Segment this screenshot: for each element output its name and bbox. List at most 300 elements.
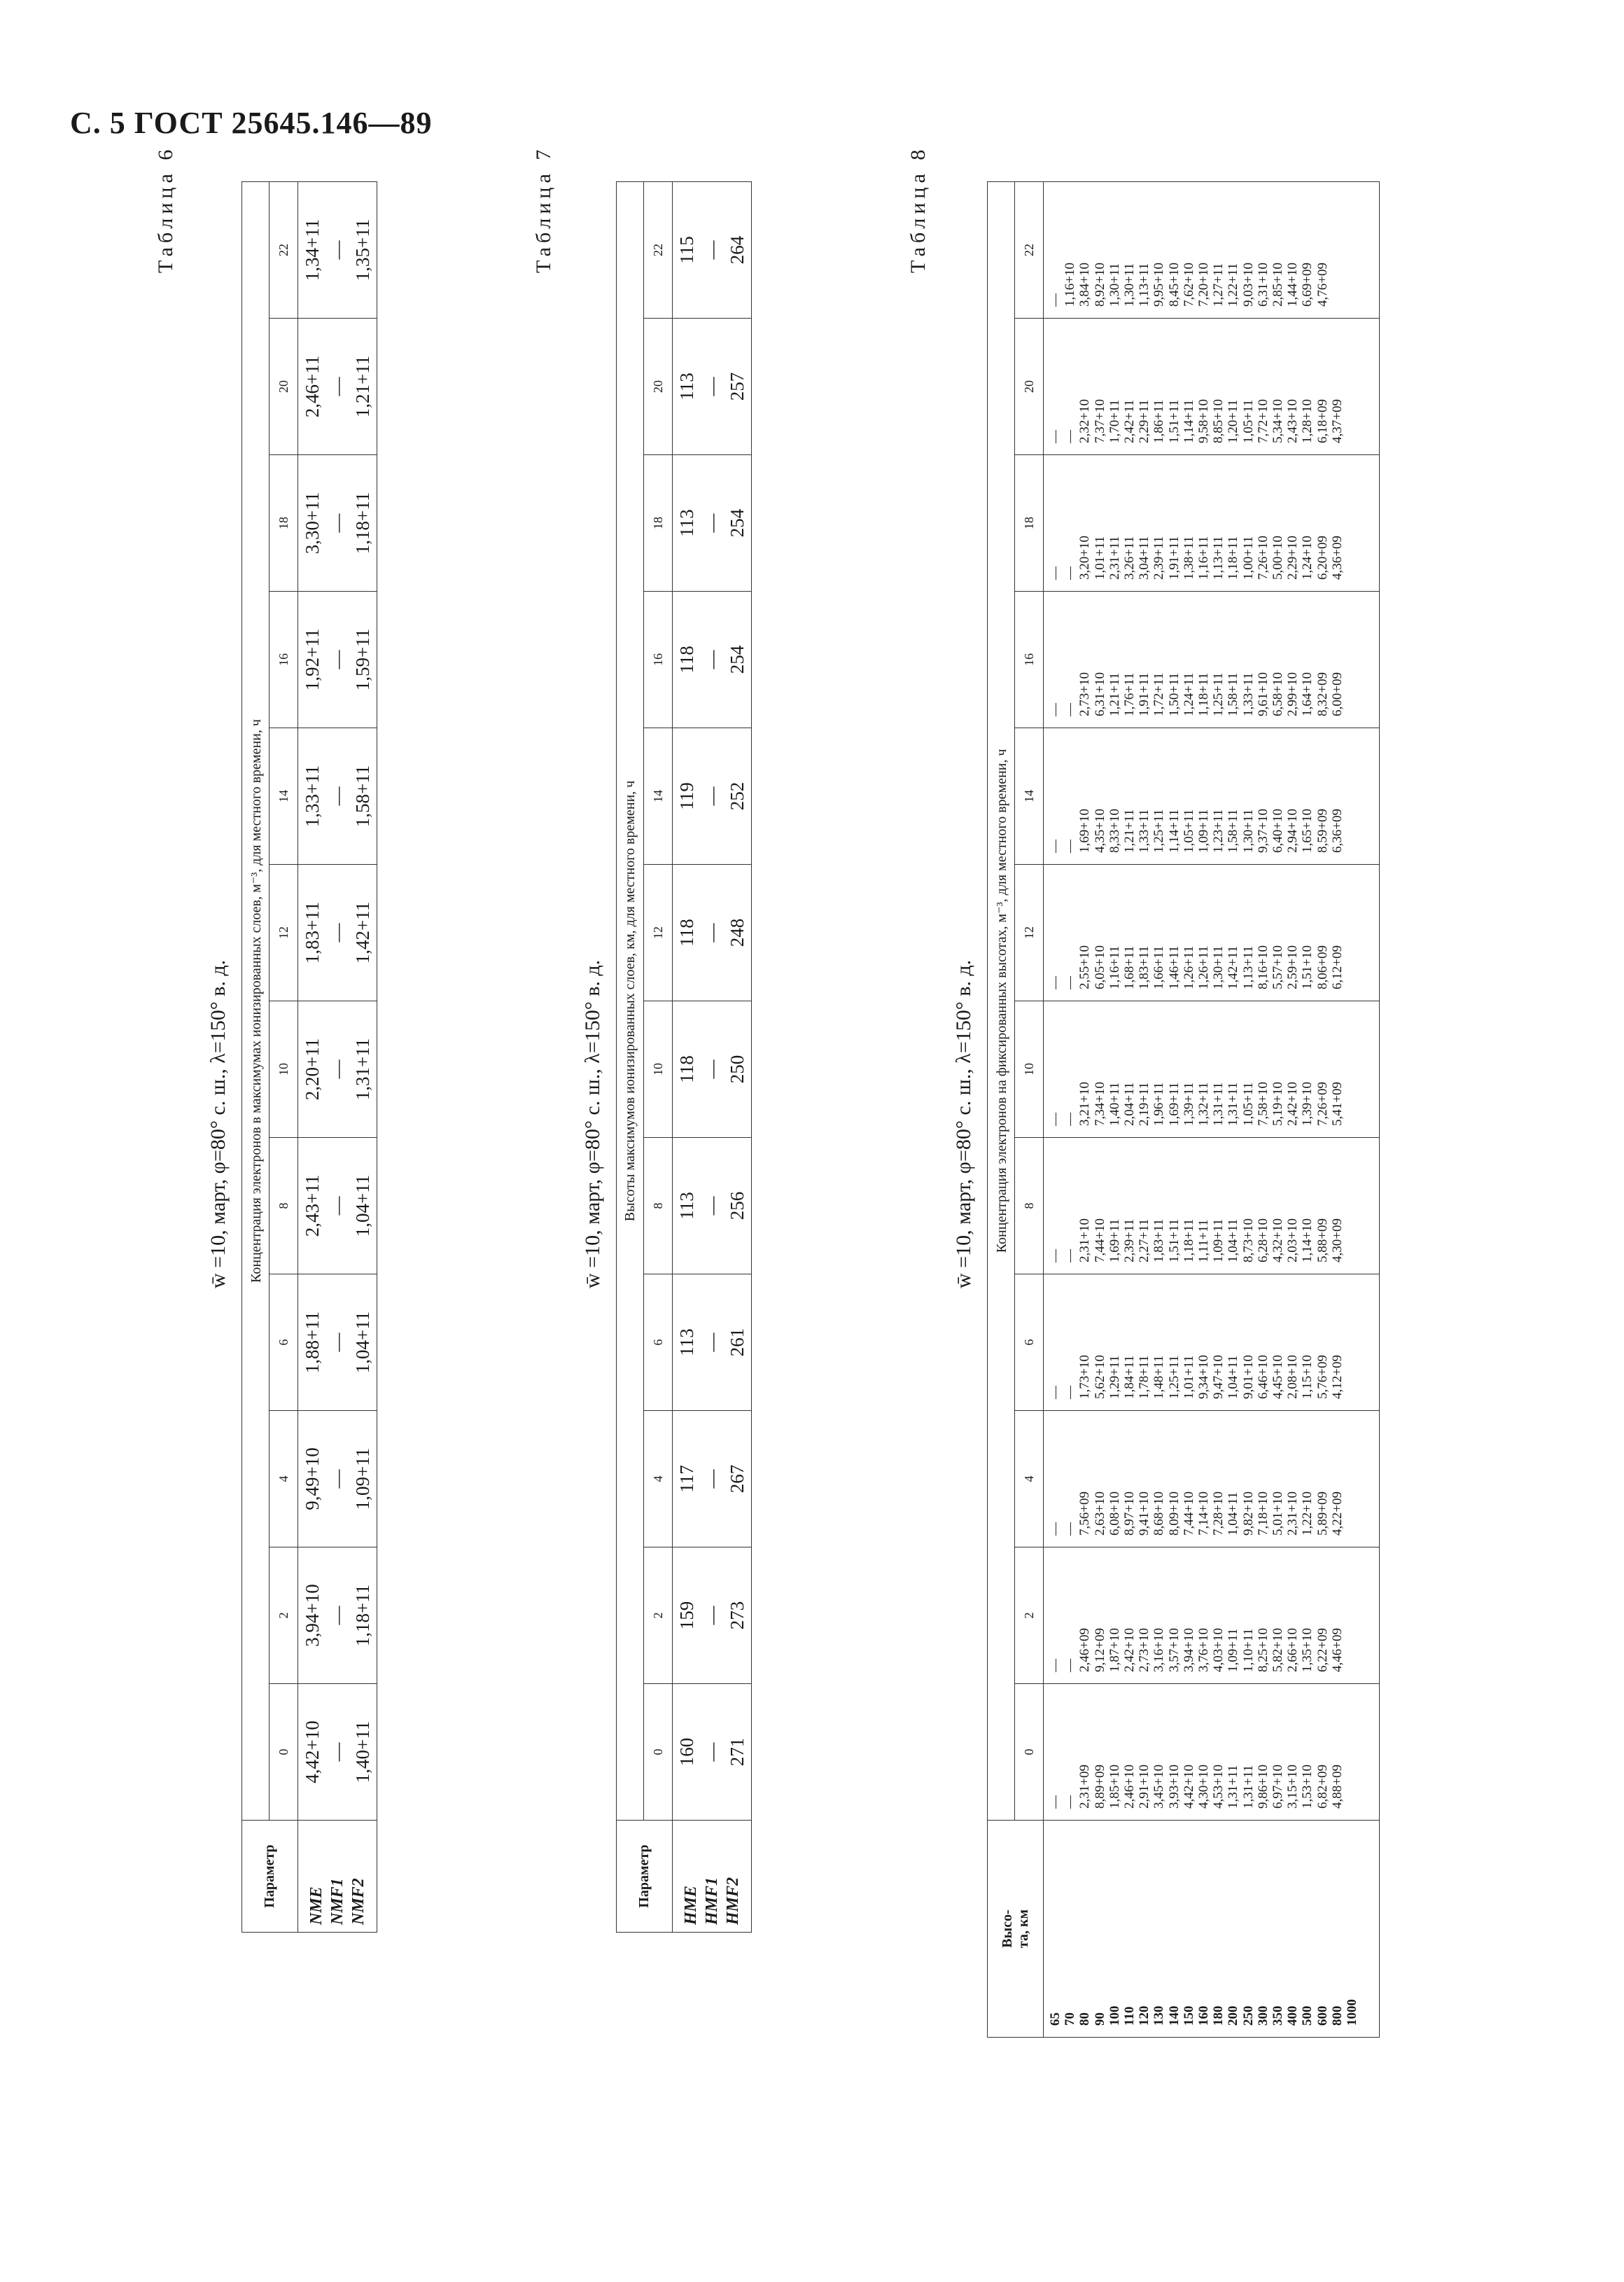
text-line: 7,44+10 xyxy=(1181,1491,1196,1536)
hour-cell: 22 xyxy=(1015,181,1044,318)
text-line: 8,92+10 xyxy=(1092,263,1107,307)
text-line: 254 xyxy=(727,508,748,538)
text-line: 3,16+10 xyxy=(1152,1628,1167,1672)
text-line: — xyxy=(327,1469,348,1489)
text-line: 8,16+10 xyxy=(1255,945,1270,989)
text-line: 6,20+09 xyxy=(1315,536,1330,580)
text-line: 1,01+11 xyxy=(1181,1355,1196,1399)
table7-value-cell xyxy=(673,1001,752,1138)
text-line: 1,84+11 xyxy=(1122,1355,1138,1399)
text-line: 1,24+11 xyxy=(1181,672,1196,716)
text-line: 7,58+10 xyxy=(1255,1082,1270,1126)
text-line: — xyxy=(327,240,348,260)
text-line: 1,73+10 xyxy=(1077,1355,1093,1399)
hour-cell: 12 xyxy=(1015,865,1044,1001)
text-line: 1,59+11 xyxy=(352,628,373,691)
text-line: 1,20+11 xyxy=(1226,399,1241,443)
text-line: 1,42+11 xyxy=(1226,945,1241,989)
text-line: — xyxy=(1063,840,1078,853)
text-line: 80 xyxy=(1077,2012,1093,2026)
text-line: 7,28+10 xyxy=(1211,1491,1226,1536)
text-line: — xyxy=(701,1333,722,1352)
text-line: 1,04+11 xyxy=(1226,1355,1241,1399)
table6-param-names xyxy=(298,1821,377,1933)
text-line: 140 xyxy=(1166,2005,1182,2026)
text-line: 1,31+11 xyxy=(1226,1082,1241,1126)
text-line: 4,32+10 xyxy=(1270,1218,1286,1262)
text-line: та, км xyxy=(1015,1909,1031,1949)
text-line: — xyxy=(701,1606,722,1625)
table8-column xyxy=(1044,1001,1380,1138)
text-line: 9,01+10 xyxy=(1240,1355,1256,1399)
hour-cell: 18 xyxy=(1015,455,1044,592)
text-line: 6,22+09 xyxy=(1315,1628,1330,1672)
text-line: 8,45+10 xyxy=(1166,263,1182,307)
text-line: 1,21+11 xyxy=(352,355,373,418)
text-line: — xyxy=(327,1333,348,1352)
text-line: — xyxy=(701,650,722,669)
text-line: 8,89+09 xyxy=(1092,1765,1107,1809)
text-line: 4,45+10 xyxy=(1270,1355,1286,1399)
hour-cell: 14 xyxy=(1015,728,1044,865)
text-line: 500 xyxy=(1300,2005,1315,2026)
text-line: 7,72+10 xyxy=(1255,399,1270,443)
hour-cell: 22 xyxy=(644,181,673,318)
text-line: 1,58+11 xyxy=(1226,809,1241,853)
text-line: 4,46+09 xyxy=(1329,1628,1345,1672)
text-line: 1,58+11 xyxy=(352,765,373,828)
text-line: 4,22+09 xyxy=(1329,1491,1345,1536)
text-line: 6,12+09 xyxy=(1329,945,1345,989)
text-line: 2,85+10 xyxy=(1270,263,1286,307)
text-line: — xyxy=(327,1196,348,1216)
table7-param-names xyxy=(673,1821,752,1933)
hour-cell: 22 xyxy=(270,182,298,319)
text-line: 1,83+11 xyxy=(302,901,323,964)
text-line: 1,48+11 xyxy=(1152,1355,1167,1399)
table8-data-row xyxy=(1044,181,1380,2037)
table8-column xyxy=(1044,1138,1380,1274)
text-line: 1,51+11 xyxy=(1166,1218,1182,1262)
text-line: 2,32+10 xyxy=(1077,399,1093,443)
text-line: 1,53+10 xyxy=(1300,1765,1315,1809)
text-line: 9,41+10 xyxy=(1137,1491,1152,1536)
table6-span-header: Концентрация электронов в максимумах ионизированных слоев, м⁻³, для местного времени, ч xyxy=(242,182,270,1821)
hour-cell: 0 xyxy=(644,1684,673,1821)
text-line: 4,53+10 xyxy=(1211,1765,1226,1809)
table6-value-cell xyxy=(298,455,377,592)
text-line: 5,62+10 xyxy=(1092,1355,1107,1399)
text-line: 1,72+11 xyxy=(1152,672,1167,716)
text-line: 1,14+11 xyxy=(1181,399,1196,443)
text-line: 70 xyxy=(1063,2012,1078,2026)
text-line: 1,09+11 xyxy=(1226,1628,1241,1672)
text-line: 1,33+11 xyxy=(302,765,323,828)
text-line: — xyxy=(327,650,348,669)
text-line: — xyxy=(1063,430,1078,443)
table7-caption: Таблица 7 xyxy=(532,145,555,273)
text-line: — xyxy=(1048,1795,1063,1809)
text-line: 1,29+11 xyxy=(1107,1355,1122,1399)
text-line: — xyxy=(1063,1795,1078,1809)
text-line: 115 xyxy=(676,236,697,264)
text-line: 113 xyxy=(676,373,697,401)
text-line: 1,16+11 xyxy=(1107,945,1122,989)
text-line: 8,68+10 xyxy=(1152,1491,1167,1536)
text-line: Высо- xyxy=(999,1909,1015,1948)
hour-cell: 0 xyxy=(270,1684,298,1821)
table8-caption: Таблица 8 xyxy=(906,145,930,273)
text-line: 65 xyxy=(1048,2012,1063,2026)
hour-cell: 14 xyxy=(644,728,673,865)
table7-value-cell xyxy=(673,865,752,1001)
hour-cell: 10 xyxy=(270,1001,298,1138)
hour-cell: 20 xyxy=(270,319,298,455)
text-line: 2,43+10 xyxy=(1285,399,1301,443)
text-line: 1,44+10 xyxy=(1285,263,1301,307)
text-line: — xyxy=(1063,976,1078,989)
text-line: 7,56+09 xyxy=(1077,1491,1093,1536)
text-line: NME xyxy=(307,1886,326,1925)
text-line: — xyxy=(701,513,722,533)
text-line: — xyxy=(327,786,348,806)
text-line: 271 xyxy=(727,1737,748,1767)
text-line: 1,69+11 xyxy=(1107,1218,1122,1262)
text-line: 150 xyxy=(1181,2005,1196,2026)
table6-value-cell xyxy=(298,1274,377,1411)
text-line: 3,57+10 xyxy=(1166,1628,1182,1672)
table7-data-row xyxy=(673,181,752,1932)
text-line: 1,31+11 xyxy=(1226,1765,1241,1809)
text-line: HMF2 xyxy=(724,1877,742,1925)
text-line: 1,70+11 xyxy=(1107,399,1122,443)
text-line: 1,69+11 xyxy=(1166,1082,1182,1126)
text-line: 2,66+10 xyxy=(1285,1628,1301,1672)
table6-data-row xyxy=(298,182,377,1933)
table7-span-header: Высоты максимумов ионизированных слоев, км, для местного времени, ч xyxy=(617,181,644,1820)
text-line: 7,14+10 xyxy=(1196,1491,1212,1536)
text-line: — xyxy=(327,377,348,396)
hour-cell: 4 xyxy=(270,1411,298,1547)
text-line: 1,85+10 xyxy=(1107,1765,1122,1809)
text-line: 2,91+10 xyxy=(1137,1765,1152,1809)
text-line: 8,59+09 xyxy=(1315,809,1330,853)
hour-cell: 6 xyxy=(644,1274,673,1411)
table6-param-header: Параметр xyxy=(242,1821,298,1933)
text-line: 3,04+11 xyxy=(1137,536,1152,580)
text-line: 9,49+10 xyxy=(302,1447,323,1510)
text-line: 400 xyxy=(1285,2005,1301,2026)
text-line: 1,21+11 xyxy=(1122,809,1138,853)
text-line: 1,46+11 xyxy=(1166,945,1182,989)
page-header: С. 5 ГОСТ 25645.146—89 xyxy=(70,106,433,140)
text-line: 1,30+11 xyxy=(1122,263,1138,307)
text-line: 100 xyxy=(1107,2005,1122,2026)
text-line: 1,42+11 xyxy=(352,901,373,964)
text-line: 8,06+09 xyxy=(1315,945,1330,989)
text-line: 1,26+11 xyxy=(1181,945,1196,989)
text-line: 4,12+09 xyxy=(1329,1355,1345,1399)
text-line: 7,62+10 xyxy=(1181,263,1196,307)
text-line: 2,39+11 xyxy=(1152,536,1167,580)
text-line: 1,35+11 xyxy=(352,218,373,281)
text-line: 1,05+11 xyxy=(1240,399,1256,443)
text-line: — xyxy=(701,240,722,260)
text-line: 6,18+09 xyxy=(1315,399,1330,443)
text-line: — xyxy=(1063,566,1078,580)
hour-cell: 6 xyxy=(270,1274,298,1411)
text-line: 1,04+11 xyxy=(1226,1491,1241,1536)
text-line: 118 xyxy=(676,1055,697,1083)
text-line: 1,68+11 xyxy=(1122,945,1138,989)
text-line: — xyxy=(701,1059,722,1079)
table8-altitude-header xyxy=(988,1821,1044,2038)
text-line: 160 xyxy=(676,1737,697,1767)
text-line: 800 xyxy=(1329,2005,1345,2026)
text-line: 1,10+11 xyxy=(1240,1628,1256,1672)
text-line: 1,05+11 xyxy=(1181,809,1196,853)
text-line: 1,31+11 xyxy=(1211,1082,1226,1126)
text-line: 2,46+09 xyxy=(1077,1628,1093,1672)
text-line: 1,04+11 xyxy=(352,1174,373,1237)
table7-value-cell xyxy=(673,1411,752,1547)
text-line: 267 xyxy=(727,1464,748,1494)
table7-value-cell xyxy=(673,455,752,592)
text-line: 1,18+11 xyxy=(352,492,373,555)
text-line: — xyxy=(1063,1659,1078,1672)
text-line: 1,31+11 xyxy=(352,1038,373,1101)
text-line: 1,16+11 xyxy=(1196,536,1212,580)
text-line: 2,46+10 xyxy=(1122,1765,1138,1809)
table7 xyxy=(616,181,752,1933)
hour-cell: 10 xyxy=(1015,1001,1044,1138)
table6-value-cell xyxy=(298,1138,377,1274)
text-line: 6,36+09 xyxy=(1329,809,1345,853)
hour-cell: 2 xyxy=(270,1547,298,1684)
text-line: 1,25+11 xyxy=(1152,809,1167,853)
text-line: 1,30+11 xyxy=(1211,945,1226,989)
table6 xyxy=(241,181,377,1933)
table6-value-cell xyxy=(298,1001,377,1138)
text-line: 1,13+11 xyxy=(1211,536,1226,580)
text-line: 1,18+11 xyxy=(1181,1218,1196,1262)
text-line: 1,28+10 xyxy=(1300,399,1315,443)
table8-column xyxy=(1044,728,1380,865)
text-line: 1,64+10 xyxy=(1300,672,1315,716)
text-line: 9,37+10 xyxy=(1255,809,1270,853)
text-line: — xyxy=(701,1196,722,1216)
text-line: — xyxy=(327,513,348,533)
text-line: 113 xyxy=(676,1192,697,1220)
text-line: 2,55+10 xyxy=(1077,945,1093,989)
table8-span-header: Концентрация электронов на фиксированных высотах, м⁻³, для местного времени, ч xyxy=(988,181,1015,1820)
text-line: — xyxy=(1063,1249,1078,1262)
text-line: 1,91+11 xyxy=(1166,536,1182,580)
text-line: 1,00+11 xyxy=(1240,536,1256,580)
table7-value-cell xyxy=(673,1274,752,1411)
text-line: 1,35+10 xyxy=(1300,1628,1315,1672)
text-line: 1,18+11 xyxy=(1226,536,1241,580)
text-line: 2,99+10 xyxy=(1285,672,1301,716)
hour-cell: 18 xyxy=(270,455,298,592)
text-line: — xyxy=(1063,1386,1078,1399)
table7-value-cell xyxy=(673,1547,752,1684)
text-line: — xyxy=(701,1742,722,1762)
text-line: 3,30+11 xyxy=(302,492,323,555)
text-line: 9,47+10 xyxy=(1211,1355,1226,1399)
text-line: 2,27+11 xyxy=(1137,1218,1152,1262)
text-line: — xyxy=(1048,293,1063,307)
hour-cell: 20 xyxy=(644,319,673,455)
table7-param-header: Параметр xyxy=(617,1821,673,1933)
text-line: 1,09+11 xyxy=(352,1447,373,1510)
hour-cell: 16 xyxy=(644,592,673,728)
text-line: 2,31+11 xyxy=(1107,536,1122,580)
table8-column xyxy=(1044,1411,1380,1547)
text-line: — xyxy=(1048,1659,1063,1672)
text-line: 2,43+11 xyxy=(302,1174,323,1237)
text-line: — xyxy=(1048,430,1063,443)
text-line: 6,00+09 xyxy=(1329,672,1345,716)
text-line: 8,33+10 xyxy=(1107,809,1122,853)
text-line: 4,30+10 xyxy=(1196,1765,1212,1809)
text-line: 1,87+10 xyxy=(1107,1628,1122,1672)
text-line: — xyxy=(1063,703,1078,716)
text-line: 1,78+11 xyxy=(1137,1355,1152,1399)
text-line: 1,13+11 xyxy=(1240,945,1256,989)
text-line: 3,76+10 xyxy=(1196,1628,1212,1672)
text-line: 6,58+10 xyxy=(1270,672,1286,716)
text-line: — xyxy=(1063,1522,1078,1536)
text-line: 6,69+09 xyxy=(1300,263,1315,307)
text-line: 1000 xyxy=(1345,1999,1360,2026)
text-line: 254 xyxy=(727,645,748,674)
text-line: 2,31+10 xyxy=(1285,1491,1301,1536)
text-line: 1,30+11 xyxy=(1107,263,1122,307)
text-line: 5,01+10 xyxy=(1270,1491,1286,1536)
text-line: 130 xyxy=(1152,2005,1167,2026)
text-line: 1,24+10 xyxy=(1300,536,1315,580)
text-line: 1,13+11 xyxy=(1137,263,1152,307)
table8-altitudes xyxy=(1044,1821,1380,2038)
text-line: 1,50+11 xyxy=(1166,672,1182,716)
text-line: 120 xyxy=(1137,2005,1152,2026)
text-line: 4,88+09 xyxy=(1329,1765,1345,1809)
table7-hours-row xyxy=(644,181,673,1932)
text-line: 3,93+10 xyxy=(1166,1765,1182,1809)
table6-value-cell xyxy=(298,592,377,728)
hour-cell: 20 xyxy=(1015,319,1044,455)
text-line: HME xyxy=(682,1885,700,1925)
text-line: 248 xyxy=(727,918,748,947)
table6-value-cell xyxy=(298,319,377,455)
text-line: 1,38+11 xyxy=(1181,536,1196,580)
text-line: HMF1 xyxy=(703,1877,721,1925)
text-line: 250 xyxy=(727,1055,748,1084)
text-line: 1,34+11 xyxy=(302,218,323,281)
text-line: 300 xyxy=(1255,2005,1270,2026)
table7-value-cell xyxy=(673,592,752,728)
text-line: — xyxy=(327,923,348,942)
text-line: 4,35+10 xyxy=(1092,809,1107,853)
text-line: 1,25+11 xyxy=(1166,1355,1182,1399)
text-line: 8,32+09 xyxy=(1315,672,1330,716)
text-line: 9,82+10 xyxy=(1240,1491,1256,1536)
text-line: 6,31+10 xyxy=(1255,263,1270,307)
hour-cell: 6 xyxy=(1015,1274,1044,1411)
text-line: 1,83+11 xyxy=(1152,1218,1167,1262)
text-line: 1,66+11 xyxy=(1152,945,1167,989)
text-line: 350 xyxy=(1270,2005,1286,2026)
text-line: 5,41+09 xyxy=(1329,1082,1345,1126)
text-line: 119 xyxy=(676,782,697,810)
text-line: 4,30+09 xyxy=(1329,1218,1345,1262)
table8-column xyxy=(1044,455,1380,592)
hour-cell: 8 xyxy=(1015,1138,1044,1274)
hour-cell: 16 xyxy=(1015,592,1044,728)
text-line: 9,34+10 xyxy=(1196,1355,1212,1399)
text-line: 9,86+10 xyxy=(1255,1765,1270,1809)
text-line: 4,76+09 xyxy=(1315,263,1330,307)
text-line: 6,28+10 xyxy=(1255,1218,1270,1262)
text-line: 5,88+09 xyxy=(1315,1218,1330,1262)
hour-cell: 12 xyxy=(644,865,673,1001)
text-line: 1,33+11 xyxy=(1137,809,1152,853)
text-line: 3,94+10 xyxy=(1181,1628,1196,1672)
text-line: 1,92+11 xyxy=(302,628,323,691)
text-line: 3,94+10 xyxy=(302,1584,323,1647)
rotated-page-content xyxy=(140,63,1582,2164)
text-line: NMF1 xyxy=(328,1878,346,1925)
text-line: — xyxy=(1048,566,1063,580)
text-line: 1,76+11 xyxy=(1122,672,1138,716)
text-line: 1,39+10 xyxy=(1300,1082,1315,1126)
text-line: — xyxy=(701,1469,722,1489)
text-line: 7,20+10 xyxy=(1196,263,1212,307)
text-line: 8,25+10 xyxy=(1255,1628,1270,1672)
text-line: 9,95+10 xyxy=(1152,263,1167,307)
text-line: 2,63+10 xyxy=(1092,1491,1107,1536)
text-line: 9,61+10 xyxy=(1255,672,1270,716)
text-line: 1,22+10 xyxy=(1300,1491,1315,1536)
text-line: 3,84+10 xyxy=(1077,263,1093,307)
text-line: 1,96+11 xyxy=(1152,1082,1167,1126)
text-line: 250 xyxy=(1240,2005,1256,2026)
table7-value-cell xyxy=(673,1684,752,1821)
text-line: 7,26+09 xyxy=(1315,1082,1330,1126)
text-line: 5,34+10 xyxy=(1270,399,1286,443)
text-line: — xyxy=(1063,1113,1078,1126)
hour-cell: 18 xyxy=(644,455,673,592)
text-line: 1,18+11 xyxy=(352,1584,373,1647)
text-line: 6,40+10 xyxy=(1270,809,1286,853)
table8-title: w̄ =10, март, φ=80° с. ш., λ=150° в. д. xyxy=(952,959,975,1288)
text-line: 1,16+10 xyxy=(1063,263,1078,307)
text-line: 7,34+10 xyxy=(1092,1082,1107,1126)
text-line: 2,42+11 xyxy=(1122,399,1138,443)
text-line: 1,69+10 xyxy=(1077,809,1093,853)
table8-hours-row xyxy=(1015,181,1044,2037)
text-line: 1,40+11 xyxy=(352,1720,373,1783)
text-line: — xyxy=(701,377,722,396)
text-line: 3,15+10 xyxy=(1285,1765,1301,1809)
text-line: 1,05+11 xyxy=(1240,1082,1256,1126)
text-line: 118 xyxy=(676,646,697,674)
table6-value-cell xyxy=(298,1411,377,1547)
text-line: 8,85+10 xyxy=(1211,399,1226,443)
text-line: 3,45+10 xyxy=(1152,1765,1167,1809)
text-line: — xyxy=(1048,1522,1063,1536)
